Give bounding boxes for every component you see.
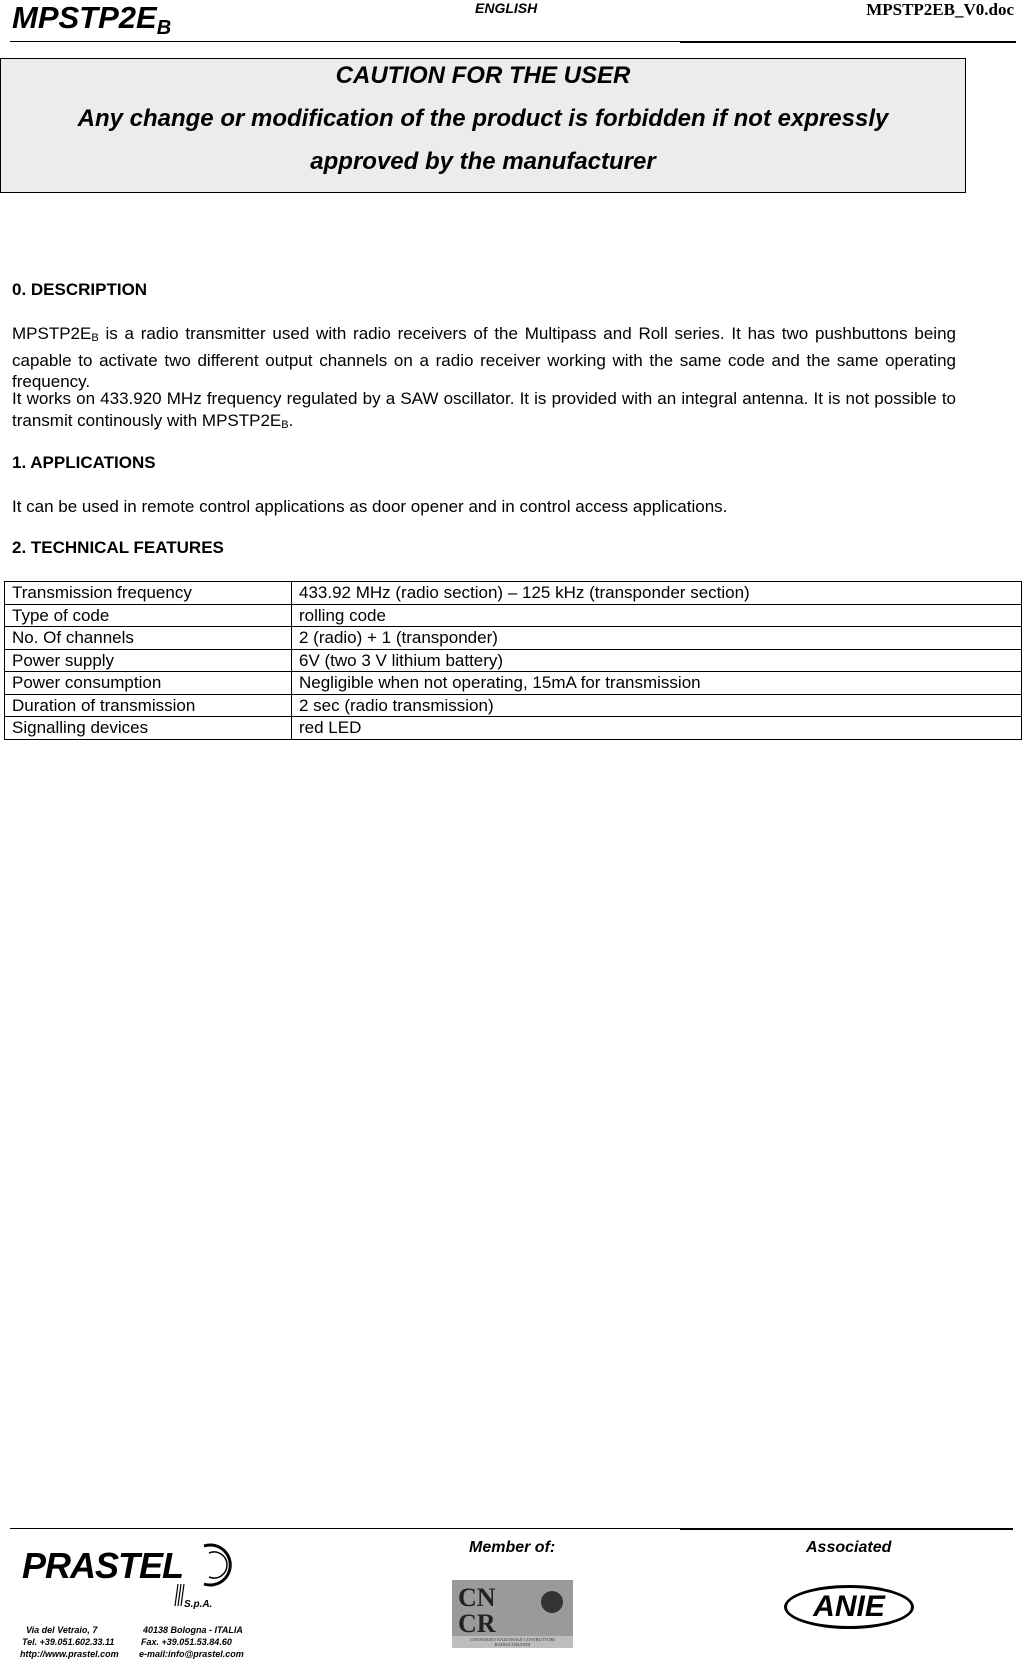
associated-label: Associated [806,1539,892,1556]
feature-value: 6V (two 3 V lithium battery) [292,649,1022,672]
feature-value: Negligible when not operating, 15mA for transmission [292,672,1022,695]
company-city: 40138 Bologna - ITALIA [143,1625,243,1635]
feature-label: Power supply [5,649,292,672]
technical-heading: 2. TECHNICAL FEATURES [12,538,224,557]
document-title: $MPSTP2E_B$ [12,0,172,39]
anie-wordmark: ANIE [813,1590,885,1623]
feature-label: Duration of transmission [5,694,292,717]
applications-heading: 1. APPLICATIONS [12,453,156,472]
prastel-wordmark: PRASTEL [22,1545,184,1586]
feature-value: 2 sec (radio transmission) [292,694,1022,717]
cncr-emblem-icon [452,1580,573,1636]
table-row [5,582,1022,605]
applications-text: It can be used in remote control applications as door opener and in control access applications. [12,497,728,516]
table-row [5,649,1022,672]
caution-line-2: approved by the manufacturer [310,148,656,175]
table-row [5,694,1022,717]
cncr-logo [452,1580,573,1648]
header-divider-accent [680,42,1016,43]
company-address: Via del Vetraio, 7 [26,1625,98,1635]
description-heading: 0. DESCRIPTION [12,280,148,299]
description-paragraph-1: $MPSTP2E_B$ is a radio transmitter used with radio receivers of the Multipass and Roll series. It has two pushbuttons being capable to activate two different output channels on a radio receiver working with the same code and the same operating frequency. [12,324,956,391]
caution-heading: CAUTION FOR THE USER [335,62,631,89]
feature-value: red LED [292,717,1022,740]
table-row [5,717,1022,740]
file-name: MPSTP2EB_V0.doc [866,0,1014,19]
feature-label: Transmission frequency [5,582,292,605]
table-row [5,627,1022,650]
feature-label: Power consumption [5,672,292,695]
caution-box [0,58,966,193]
feature-value: rolling code [292,604,1022,627]
company-fax: Fax. +39.051.53.84.60 [141,1637,232,1647]
svg-text:CR: CR [458,1609,496,1636]
member-of-label: Member of: [469,1539,556,1556]
description-paragraph-2: It works on 433.920 MHz frequency regulated by a SAW oscillator. It is provided with an integral antenna. It is not possible to transmit continously with $MPSTP2E_B$. [12,389,956,431]
company-web[interactable]: http://www.prastel.com [20,1649,119,1659]
company-tel: Tel. +39.051.602.33.11 [22,1637,115,1647]
feature-label: Type of code [5,604,292,627]
language-label: ENGLISH [475,0,538,16]
prastel-suffix: S.p.A. [184,1599,213,1610]
feature-label: Signalling devices [5,717,292,740]
cncr-caption: CONSORZIO NAZIONALE COSTRUTTORI RADIOCOMANDI [470,1637,555,1647]
feature-value: 2 (radio) + 1 (transponder) [292,627,1022,650]
table-row [5,672,1022,695]
prastel-logo [22,1540,232,1610]
caution-line-1: Any change or modification of the product is forbidden if not expressly [77,105,889,132]
technical-features-table [4,581,1022,740]
table-row [5,604,1022,627]
anie-logo [784,1585,914,1629]
company-email[interactable]: e-mail:info@prastel.com [139,1649,244,1659]
svg-text:CN: CN [458,1583,496,1612]
feature-label: No. Of channels [5,627,292,650]
feature-value: 433.92 MHz (radio section) – 125 kHz (transponder section) [292,582,1022,605]
prastel-arc-icon [196,1542,236,1588]
footer-divider-accent [680,1529,1013,1530]
